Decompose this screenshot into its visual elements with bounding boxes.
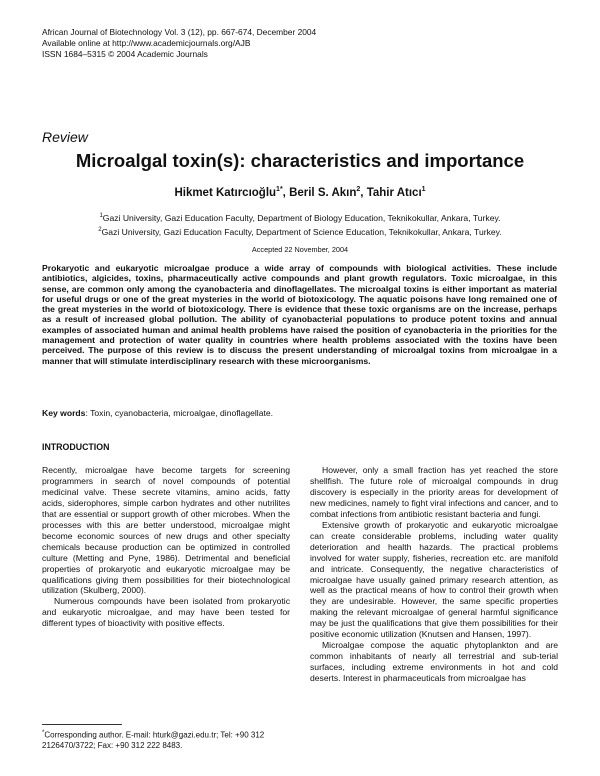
section-label: Review [42,129,88,145]
affiliation-line [0,224,600,238]
author-affiliation-mark: 2 [356,186,361,193]
keywords [42,408,557,418]
author-separator: , [360,186,367,199]
author-name: Tahir Atıcı [366,186,422,199]
paragraph: Extensive growth of prokaryotic and eukaryotic microalgae can create considerable problems, including water quality deterioration and health hazards. The practical problems involved for water supply, fisheries, recreation etc. are manifold and intricate. Consequently, the negative characteristics of microalgae have usually gained primary research attention, as well as the practical means of how to control their growth when they are undesirable. However, the same specific properties making the relevant microalgae of general harmful significance may be just the qualifications that give them possibilities for their positive economic utilization (Knutsen and Hansen, 1997). [310,519,558,640]
affiliation-mark: 2 [98,226,102,233]
author-name: Hikmet Katırcıoğlu [174,186,277,199]
author-affiliation-mark: 1* [276,186,283,193]
paragraph: Numerous compounds have been isolated from prokaryotic and eukaryotic microalgae, and may have been tested for different types of bioactivity with positive effects. [42,596,290,629]
author-name: Beril S. Akın [289,186,357,199]
keywords-text: : Toxin, cyanobacteria, microalgae, dinoflagellate. [85,408,274,418]
journal-issn: ISSN 1684–5315 © 2004 Academic Journals [42,49,208,59]
journal-header [42,27,316,60]
right-column [310,465,558,684]
footnote-text: Corresponding author. E-mail: hturk@gazi.edu.tr; Tel: +90 312 2126470/3722; Fax: +90 312 222 8483. [42,730,265,751]
paragraph: However, only a small fraction has yet reached the store shellfish. The future role of microalgal compounds in drug discovery is especially in the priority areas for development of new medicines, namely to fight viral infections and cancer, and to combat infections from antibiotic resistant bacteria and fungi. [310,465,558,519]
affiliation-text: Gazi University, Gazi Education Faculty, Department of Biology Education, Teknikokullar, Ankara, Turkey. [102,212,501,223]
abstract: Prokaryotic and eukaryotic microalgae produce a wide array of compounds with biological activities. These include antibiotics, algicides, toxins, pharmaceutically active compounds and plant growth regulators. Toxic microalgae, in this sense, are common only among the cyanobacteria and dinoflagellates. The microalgal toxins is either important as material for useful drugs or one of the great mysteries in the world of biotoxicology. The aquatic poisons have long remained one of the great mysteries in the world of biotoxicology. There is evidence that these toxic organisms are on the increase, perhaps as a result of increased global pollution. The ability of cyanobacterial populations to produce potent toxins and annual examples of associated human and animal health problems have raised the position of cyanobacteria in the priorities for the management and protection of water quality in countries where health problems associated with the toxins have been perceived. The purpose of this review is to discuss the present understanding of microalgal toxins from microalgae in a manner that will stimulate interdisciplinary research with these microorganisms. [42,263,557,366]
affiliation-line [0,210,600,224]
left-column [42,465,290,629]
paper-title: Microalgal toxin(s): characteristics and importance [75,150,525,171]
corresponding-author-footnote [42,728,292,752]
affiliation-text: Gazi University, Gazi Education Faculty, Department of Science Education, Teknikokullar, Ankara, Turkey. [101,226,502,237]
section-heading-introduction: INTRODUCTION [42,442,110,452]
affiliation-mark: 1 [99,213,103,219]
paragraph: Recently, microalgae have become targets for screening programmers in search of novel compounds of potential medicinal valve. These secrete vitamins, amino acids, fatty acids, siderophores, simple carbon hydrates and other nutrilites that are essential or support growth of other microbes. When the processes with this are better understood, microalgae might become economic sources of new drugs and other specialty chemicals because production can be optimized in controlled culture (Metting and Pyne, 1986). Detrimental and beneficial properties of prokaryotic and eukaryotic microalgae may be qualifications giving them possibilities for their biotechnological utilization (Skulberg, 2000). [42,465,290,596]
keywords-label: Key words [42,408,86,418]
author-list [0,186,600,199]
footnote-divider [42,724,122,725]
paragraph: Microalgae compose the aquatic phytoplankton and are common inhabitants of nearly all terrestrial and sub-terial surfaces, including extreme environments in hot and cold deserts. Interest in pharmaceuticals from microalgae has [310,640,558,684]
author-separator: , [282,186,290,199]
accepted-date: Accepted 22 November, 2004 [251,245,349,254]
journal-url-line: Available online at http://www.academicjournals.org/AJB [42,38,251,48]
journal-citation: African Journal of Biotechnology Vol. 3 (12), pp. 667-674, December 2004 [42,27,317,37]
author-affiliation-mark: 1 [421,186,426,193]
affiliations [0,210,600,238]
footnote-mark: * [42,730,45,736]
